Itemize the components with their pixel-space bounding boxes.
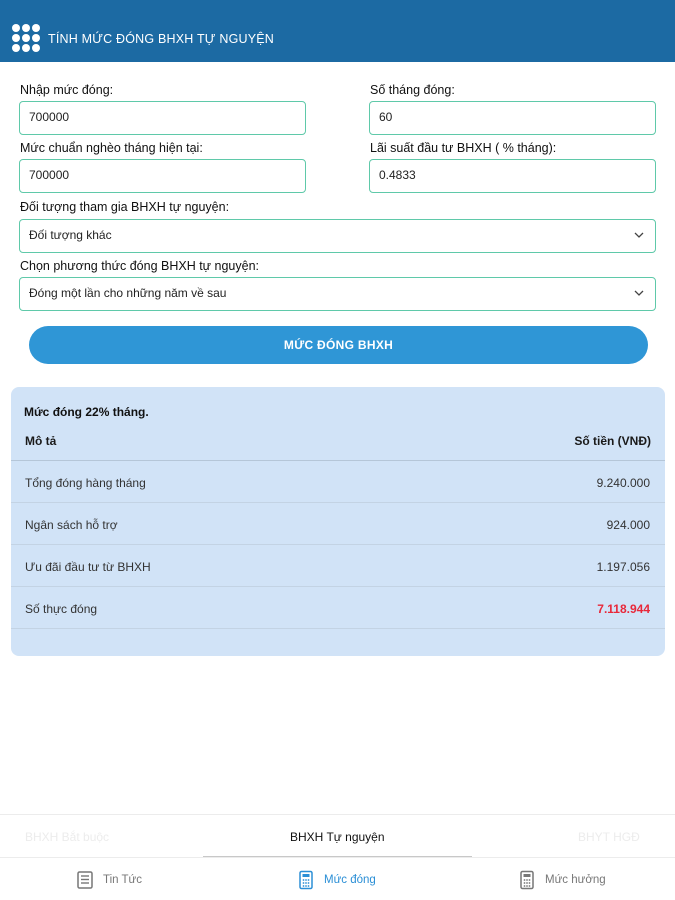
- column-header-description: Mô tả: [25, 434, 57, 448]
- calculator-icon: [296, 870, 316, 890]
- table-row: [11, 587, 665, 629]
- result-card: [11, 387, 665, 656]
- row-value: 9.240.000: [596, 476, 650, 490]
- poverty-line-input[interactable]: 700000: [19, 159, 306, 193]
- row-value: 924.000: [606, 518, 650, 532]
- interest-rate-input[interactable]: 0.4833: [369, 159, 656, 193]
- table-row: [11, 461, 665, 503]
- table-row: [11, 503, 665, 545]
- subtab-bar: [0, 814, 675, 857]
- result-table-header: [11, 423, 665, 461]
- chevron-down-icon: [633, 229, 645, 241]
- months-input[interactable]: 60: [369, 101, 656, 135]
- nav-label: Mức hưởng: [545, 874, 606, 886]
- nav-label: Mức đóng: [324, 874, 376, 886]
- row-label: Ngân sách hỗ trợ: [25, 518, 118, 532]
- poverty-line-label: Mức chuẩn nghèo tháng hiện tại:: [20, 141, 203, 155]
- participant-type-select[interactable]: [19, 219, 656, 253]
- row-label: Số thực đóng: [25, 602, 98, 616]
- payment-method-value: Đóng một lần cho những năm về sau: [29, 286, 227, 300]
- actual-payment-value: 7.118.944: [597, 602, 650, 616]
- page-title: TÍNH MỨC ĐÓNG BHXH TỰ NGUYỆN: [48, 32, 275, 46]
- tab-household-health-insurance[interactable]: BHYT HGĐ: [578, 830, 640, 844]
- nav-label: Tin Tức: [103, 874, 143, 886]
- participant-type-value: Đối tượng khác: [29, 228, 112, 242]
- monthly-amount-label: Nhập mức đóng:: [20, 83, 114, 97]
- calculate-button[interactable]: MỨC ĐÓNG BHXH: [29, 326, 648, 364]
- chevron-down-icon: [633, 287, 645, 299]
- nav-item-news[interactable]: [75, 869, 142, 891]
- calculator-icon: [517, 870, 537, 890]
- tab-voluntary-insurance[interactable]: BHXH Tự nguyện: [290, 830, 385, 844]
- nav-item-contribution[interactable]: [296, 869, 376, 891]
- tab-compulsory-insurance[interactable]: BHXH Bắt buộc: [25, 830, 110, 844]
- payment-method-label: Chọn phương thức đóng BHXH tự nguyện:: [20, 259, 259, 273]
- news-icon: [75, 870, 95, 890]
- row-value: 1.197.056: [596, 560, 650, 574]
- table-row: [11, 545, 665, 587]
- rate-note: Mức đóng 22% tháng.: [24, 405, 149, 419]
- bottom-nav: [0, 857, 675, 900]
- interest-rate-label: Lãi suất đầu tư BHXH ( % tháng):: [370, 141, 557, 155]
- monthly-amount-input[interactable]: 700000: [19, 101, 306, 135]
- months-label: Số tháng đóng:: [370, 83, 455, 97]
- participant-type-label: Đối tượng tham gia BHXH tự nguyện:: [20, 200, 230, 214]
- row-label: Tổng đóng hàng tháng: [25, 476, 146, 490]
- column-header-amount: Số tiền (VNĐ): [574, 434, 651, 448]
- row-label: Ưu đãi đầu tư từ BHXH: [25, 560, 151, 574]
- nav-item-benefits[interactable]: [517, 869, 606, 891]
- menu-grid-icon[interactable]: [12, 24, 40, 52]
- app-header: [0, 0, 675, 62]
- payment-method-select[interactable]: [19, 277, 656, 311]
